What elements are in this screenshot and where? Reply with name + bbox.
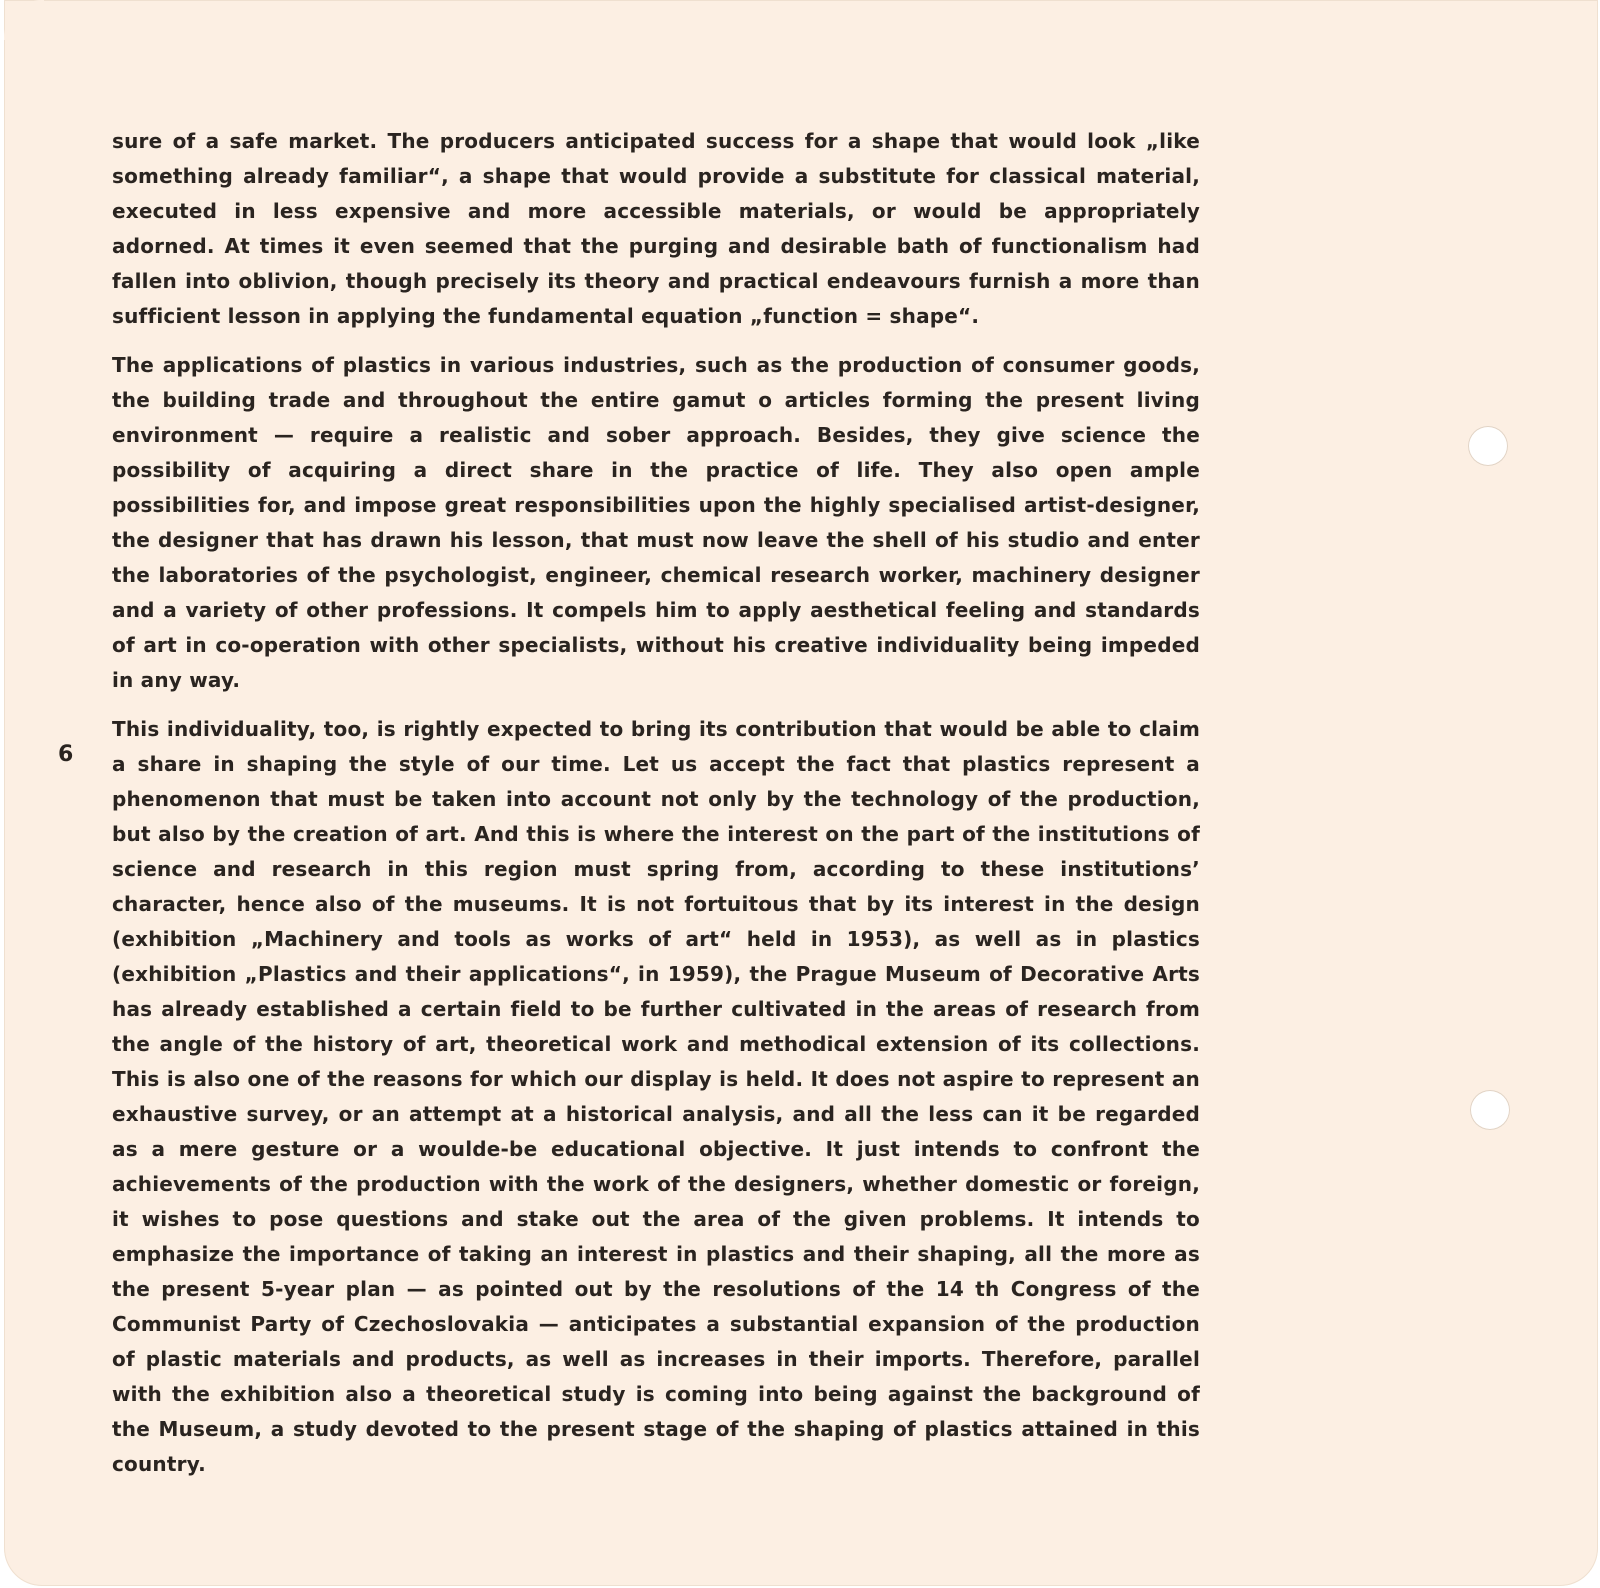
punch-hole-top: [1468, 426, 1508, 466]
paragraph-3: This individuality, too, is rightly expected to bring its contribution that would be able to claim a share in shaping the style of our time. Let us accept the fact that plastics represent a phenomenon that must be taken into account not only by the technology of the production, but also by the creation of art. And this is where the interest on the part of the institutions of science and research in this region must spring from, according to these institutions’ character, hence also of the museums. It is not fortuitous that by its interest in the design (exhibition „Machinery and tools as works of art“ held in 1953), as well as in plastics (exhibition „Plastics and their applications“, in 1959), the Prague Museum of Decorative Arts has already established a certain field to be further cultivated in the areas of research from the angle of the history of art, theoretical work and methodical extension of its collections. This is also one of the reasons for which our display is held. It does not aspire to represent an exhaustive survey, or an attempt at a historical analysis, and all the less can it be regarded as a mere gesture or a woulde-be educational objective. It just intends to confront the achievements of the production with the work of the designers, whether domestic or foreign, it wishes to pose questions and stake out the area of the given problems. It intends to emphasize the importance of taking an interest in plastics and their shaping, all the more as the present 5-year plan — as pointed out by the resolutions of the 14 th Congress of the Communist Party of Czechoslovakia — anticipates a substantial expansion of the production of plastic materials and products, as well as increases in their imports. Therefore, parallel with the exhibition also a theoretical study is coming into being against the background of the Museum, a study devoted to the present stage of the shaping of plastics attained in this country.: [112, 717, 1200, 1476]
document-page: [4, 0, 1598, 1586]
body-text: [112, 124, 1200, 1496]
paragraph-1: sure of a safe market. The producers anticipated success for a shape that would look „like something already familiar“, a shape that would provide a substitute for classical material, executed in less expensive and more accessible materials, or would be appropriately adorned. At times it even seemed that the purging and desirable bath of functionalism had fallen into oblivion, though precisely its theory and practical endeavours furnish a more than sufficient lesson in applying the fundamental equation „function = shape“.: [112, 129, 1200, 328]
paragraph-2: The applications of plastics in various industries, such as the production of consumer goods, the building trade and throughout the entire gamut o articles forming the present living environment — require a realistic and sober approach. Besides, they give science the possibility of acquiring a direct share in the practice of life. They also open ample possibilities for, and impose great responsibilities upon the highly specialised artist-designer, the designer that has drawn his lesson, that must now leave the shell of his studio and enter the laboratories of the psychologist, engineer, chemical research worker, machinery designer and a variety of other professions. It compels him to apply aesthetical feeling and standards of art in co-operation with other specialists, without his creative individuality being impeded in any way.: [112, 353, 1200, 692]
page-number: 6: [58, 742, 74, 767]
punch-hole-bottom: [1470, 1090, 1510, 1130]
